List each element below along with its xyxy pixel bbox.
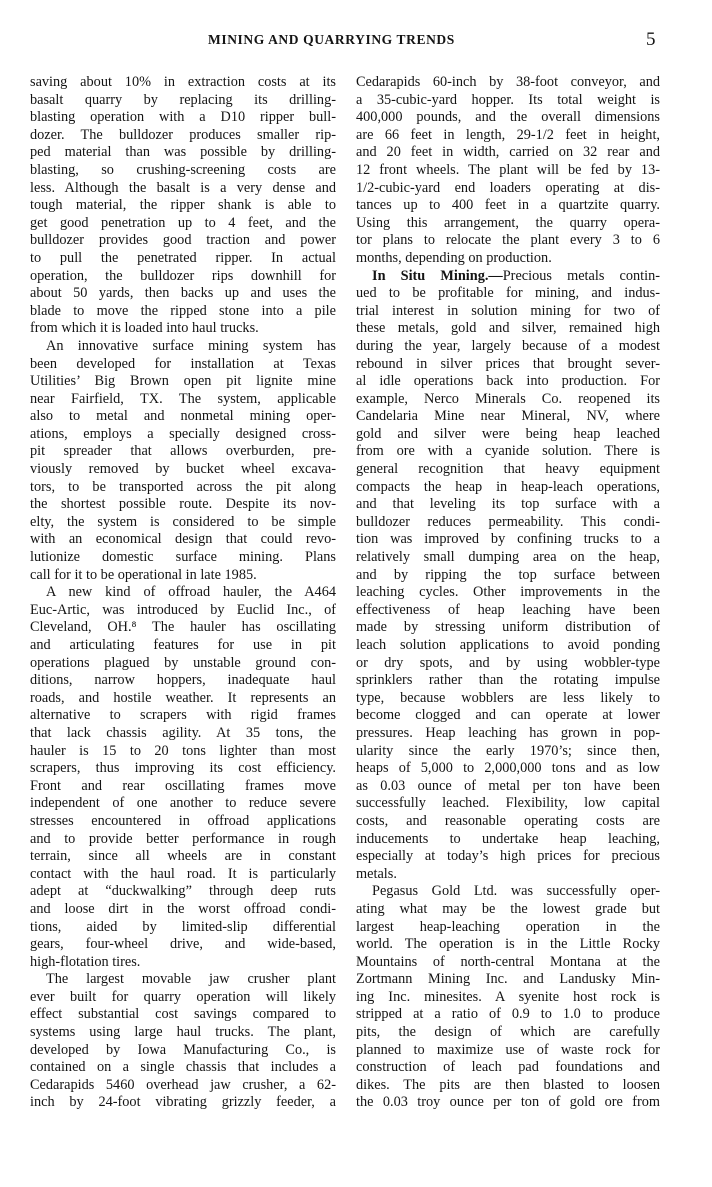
text-line: about 50 yards, then backs up and uses the [30,285,336,302]
text-line: relatively small dumping area on the heap, [356,549,660,566]
text-line: ditions, narrow hoppers, inadequate haul [30,672,336,689]
text-line: Pegasus Gold Ltd. was successfully oper- [372,883,660,900]
text-line: gold and silver were being heap leached [356,425,660,442]
text-line: lutionize domestic surface mining. Plans [30,549,336,566]
text-line: Zortmann Mining Inc. and Landusky Min- [356,971,660,988]
text-line: pits, the design of which are carefully [356,1024,660,1041]
text-line: or dry spots, and by using wobbler-type [356,654,660,671]
text-line: bulldozer provides good traction and power [30,232,336,249]
text-line: blade to move the ripped stone into a pile [30,302,336,319]
text-line: high-flotation tires. [30,953,141,970]
text-line: these metals, gold and silver, remained high [356,320,660,337]
text-line: contained on a single chassis that includes a [30,1059,336,1076]
text-line: developed by Iowa Manufacturing Co., is [30,1041,336,1058]
text-line: rebound in silver prices that brought sever- [356,355,660,372]
text-line: metals. [356,865,397,882]
text-line: especially at today’s high prices for precious [356,848,660,865]
text-line: been developed for installation at Texas [30,355,336,372]
text-line: pit spreader that allows overburden, pre- [30,443,336,460]
text-line: that lack chassis agility. At 35 tons, the [30,724,336,741]
text-line [356,268,660,286]
page-number: 5 [646,29,656,50]
text-line: terrain, since all wheels are in constant [30,848,336,865]
text-line: largest heap-leaching operation in the [356,918,660,935]
text-line: scrapers, thus improving its cost efficiency. [30,760,336,777]
text-line: basalt quarry by replacing its drilling- [30,91,336,108]
text-line: viously removed by bucket wheel excava- [30,461,336,478]
text-line: ularity since the early 1970’s; since then, [356,742,660,759]
text-line: contact with the haul road. It is particularly [30,865,336,882]
text-line: Euc-Artic, was introduced by Euclid Inc., of [30,601,336,618]
running-title: MINING AND QUARRYING TRENDS [208,32,455,47]
text-line: adept at “duckwalking” through deep ruts [30,883,336,900]
text-line: months, depending on production. [356,249,552,266]
text-line: costs, and reasonable operating costs are [356,812,660,829]
text-line: ations, employs a specially designed cross- [30,425,336,442]
text-line: bulldozer reduces permeability. This condi- [356,513,660,530]
text-line: tors, to be transported across the pit along [30,478,336,495]
text-line: during the year, largely because of a modest [356,337,660,354]
text-line: operation, the bulldozer rips downhill for [30,267,336,284]
running-head [0,29,712,52]
text-line: get good penetration up to 4 feet, and the [30,214,336,231]
text-line: hauler is 15 to 20 tons lighter than most [30,742,336,759]
text-line: the 0.03 troy ounce per ton of gold ore from [356,1094,660,1111]
text-line: tions, aided by limited-slip differential [30,918,336,935]
text-line: Cleveland, OH.⁸ The hauler has oscillating [30,619,336,636]
text-line: and that leveling its top surface with a [356,496,660,513]
text-line: 400,000 pounds, and the overall dimensions [356,109,660,126]
text-line: The largest movable jaw crusher plant [46,971,336,988]
text-line: successfully leached. Flexibility, low capital [356,795,660,812]
text-line: ued to be profitable for mining, and indus- [356,285,660,302]
text-line: ever built for quarry operation will likely [30,988,336,1005]
text-line: systems using large haul trucks. The plant, [30,1024,336,1041]
text-line: construction of leach pad foundations and [356,1059,660,1076]
text-line: example, Nerco Minerals Co. reopened its [356,390,660,407]
text-line: pressures. Heap leaching has grown in pop- [356,724,660,741]
right-column [356,74,660,1112]
text-line: Utilities’ Big Brown open pit lignite mine [30,373,336,390]
text-line: and by ripping the top surface between [356,566,660,583]
text-line: made by stressing uniform distribution of [356,619,660,636]
text-line: blasting, so crushing-screening costs are [30,161,336,178]
text-line: tough material, the ripper shank is able to [30,197,336,214]
text-line: type, because wobblers are less likely to [356,689,660,706]
text-line: the shortest possible route. Despite its nov- [30,496,336,513]
text-line: tor plans to relocate the plant every 3 to 6 [356,232,660,249]
text-line: Using this arrangement, the quarry opera- [356,214,660,231]
text-line: Cedarapids 60-inch by 38-foot conveyor, and [356,74,660,90]
text-line: alternative to scrapers with rigid frames [30,707,336,724]
text-line: roads, and hostile weather. It represents an [30,689,336,706]
text-line: blasting operation with a D10 ripper bull- [30,109,336,126]
text-line: A new kind of offroad hauler, the A464 [46,584,336,601]
text-line: inducements to undertake heap leaching, [356,830,660,847]
text-line: call for it to be operational in late 1985. [30,566,257,583]
text-line: as 0.03 ounce of metal per ton have been [356,777,660,794]
text-line: also to metal and nonmetal mining oper- [30,408,336,425]
text-line: elty, the system is considered to be simple [30,513,336,530]
text-line: operations plagued by unstable ground con- [30,654,336,671]
text-line: 12 front wheels. The plant will be fed by 13- [356,161,660,178]
text-line: less. Although the basalt is a very dense and [30,179,336,196]
text-line-content: Precious metals contin- [502,267,660,284]
text-line: a 35-cubic-yard hopper. Its total weight is [356,91,660,108]
text-line: effectiveness of heap leaching have been [356,601,660,618]
text-line: ing Inc. minesites. A syenite host rock is [356,988,660,1005]
text-line: saving about 10% in extraction costs at its [30,74,336,90]
text-line: gears, four-wheel drive, and wide-based, [30,936,336,953]
text-line: and articulating features for use in pit [30,637,336,653]
text-line: Front and rear oscillating frames move [30,777,336,794]
text-line: compacts the heap in heap-leach operations, [356,478,660,495]
text-line: are 66 feet in length, 29-1/2 feet in height, [356,126,660,143]
text-line: general recognition that heavy equipment [356,461,660,478]
text-line: from ore with a cyanide solution. There is [356,443,660,460]
run-in-heading: In Situ Mining.— [372,267,503,284]
text-line: Candelaria Mine near Mineral, NV, where [356,408,660,425]
text-line: Mountains of north-central Montana at the [356,953,660,970]
text-line: ating what may be the lowest grade but [356,900,660,917]
text-line: and 20 feet in width, carried on 32 rear and [356,144,660,161]
text-line: effect substantial cost savings compared to [30,1006,336,1023]
text-line: world. The operation is in the Little Rocky [356,936,660,953]
text-line: stresses encountered in offroad applications [30,812,336,829]
text-line: with an economical design that could revo- [30,531,336,548]
text-line: leach solution applications to avoid ponding [356,637,660,653]
text-line: become clogged and can operate at lower [356,707,660,724]
text-line: ped material than was possible by drilling- [30,144,336,161]
text-line: leaching cycles. Other improvements in the [356,584,660,601]
text-line: al idle operations back into production. For [356,373,660,390]
text-line: An innovative surface mining system has [46,337,336,354]
text-line: sprinklers rather than the rotating impulse [356,672,660,689]
text-line: 1/2-cubic-yard end loaders operating at dis- [356,179,660,196]
text-line: stripped at a ratio of 0.9 to 1.0 to produce [356,1006,660,1023]
text-line: and to provide better performance in rough [30,830,336,847]
text-line: to pull the penetrated ripper. In actual [30,249,336,266]
text-line: from which it is loaded into haul trucks. [30,320,259,337]
text-line: Cedarapids 5460 overhead jaw crusher, a 62- [30,1076,336,1093]
left-column [30,74,336,1112]
text-line: planned to maximize use of waste rock for [356,1041,660,1058]
text-line: dozer. The bulldozer produces smaller rip- [30,126,336,143]
text-line: tances up to 400 feet in a quartzite quarry. [356,197,660,214]
text-line: independent of one another to reduce severe [30,795,336,812]
text-line: near Fairfield, TX. The system, applicable [30,390,336,407]
text-line: heaps of 5,000 to 2,000,000 tons and as low [356,760,660,777]
text-line: inch by 24-foot vibrating grizzly feeder, a [30,1094,336,1111]
text-line: tion was improved by confining trucks to a [356,531,660,548]
text-line: trial interest in solution mining for two of [356,302,660,319]
text-line: dikes. The pits are then blasted to loosen [356,1076,660,1093]
text-line: and loose dirt in the worst offroad condi- [30,900,336,917]
